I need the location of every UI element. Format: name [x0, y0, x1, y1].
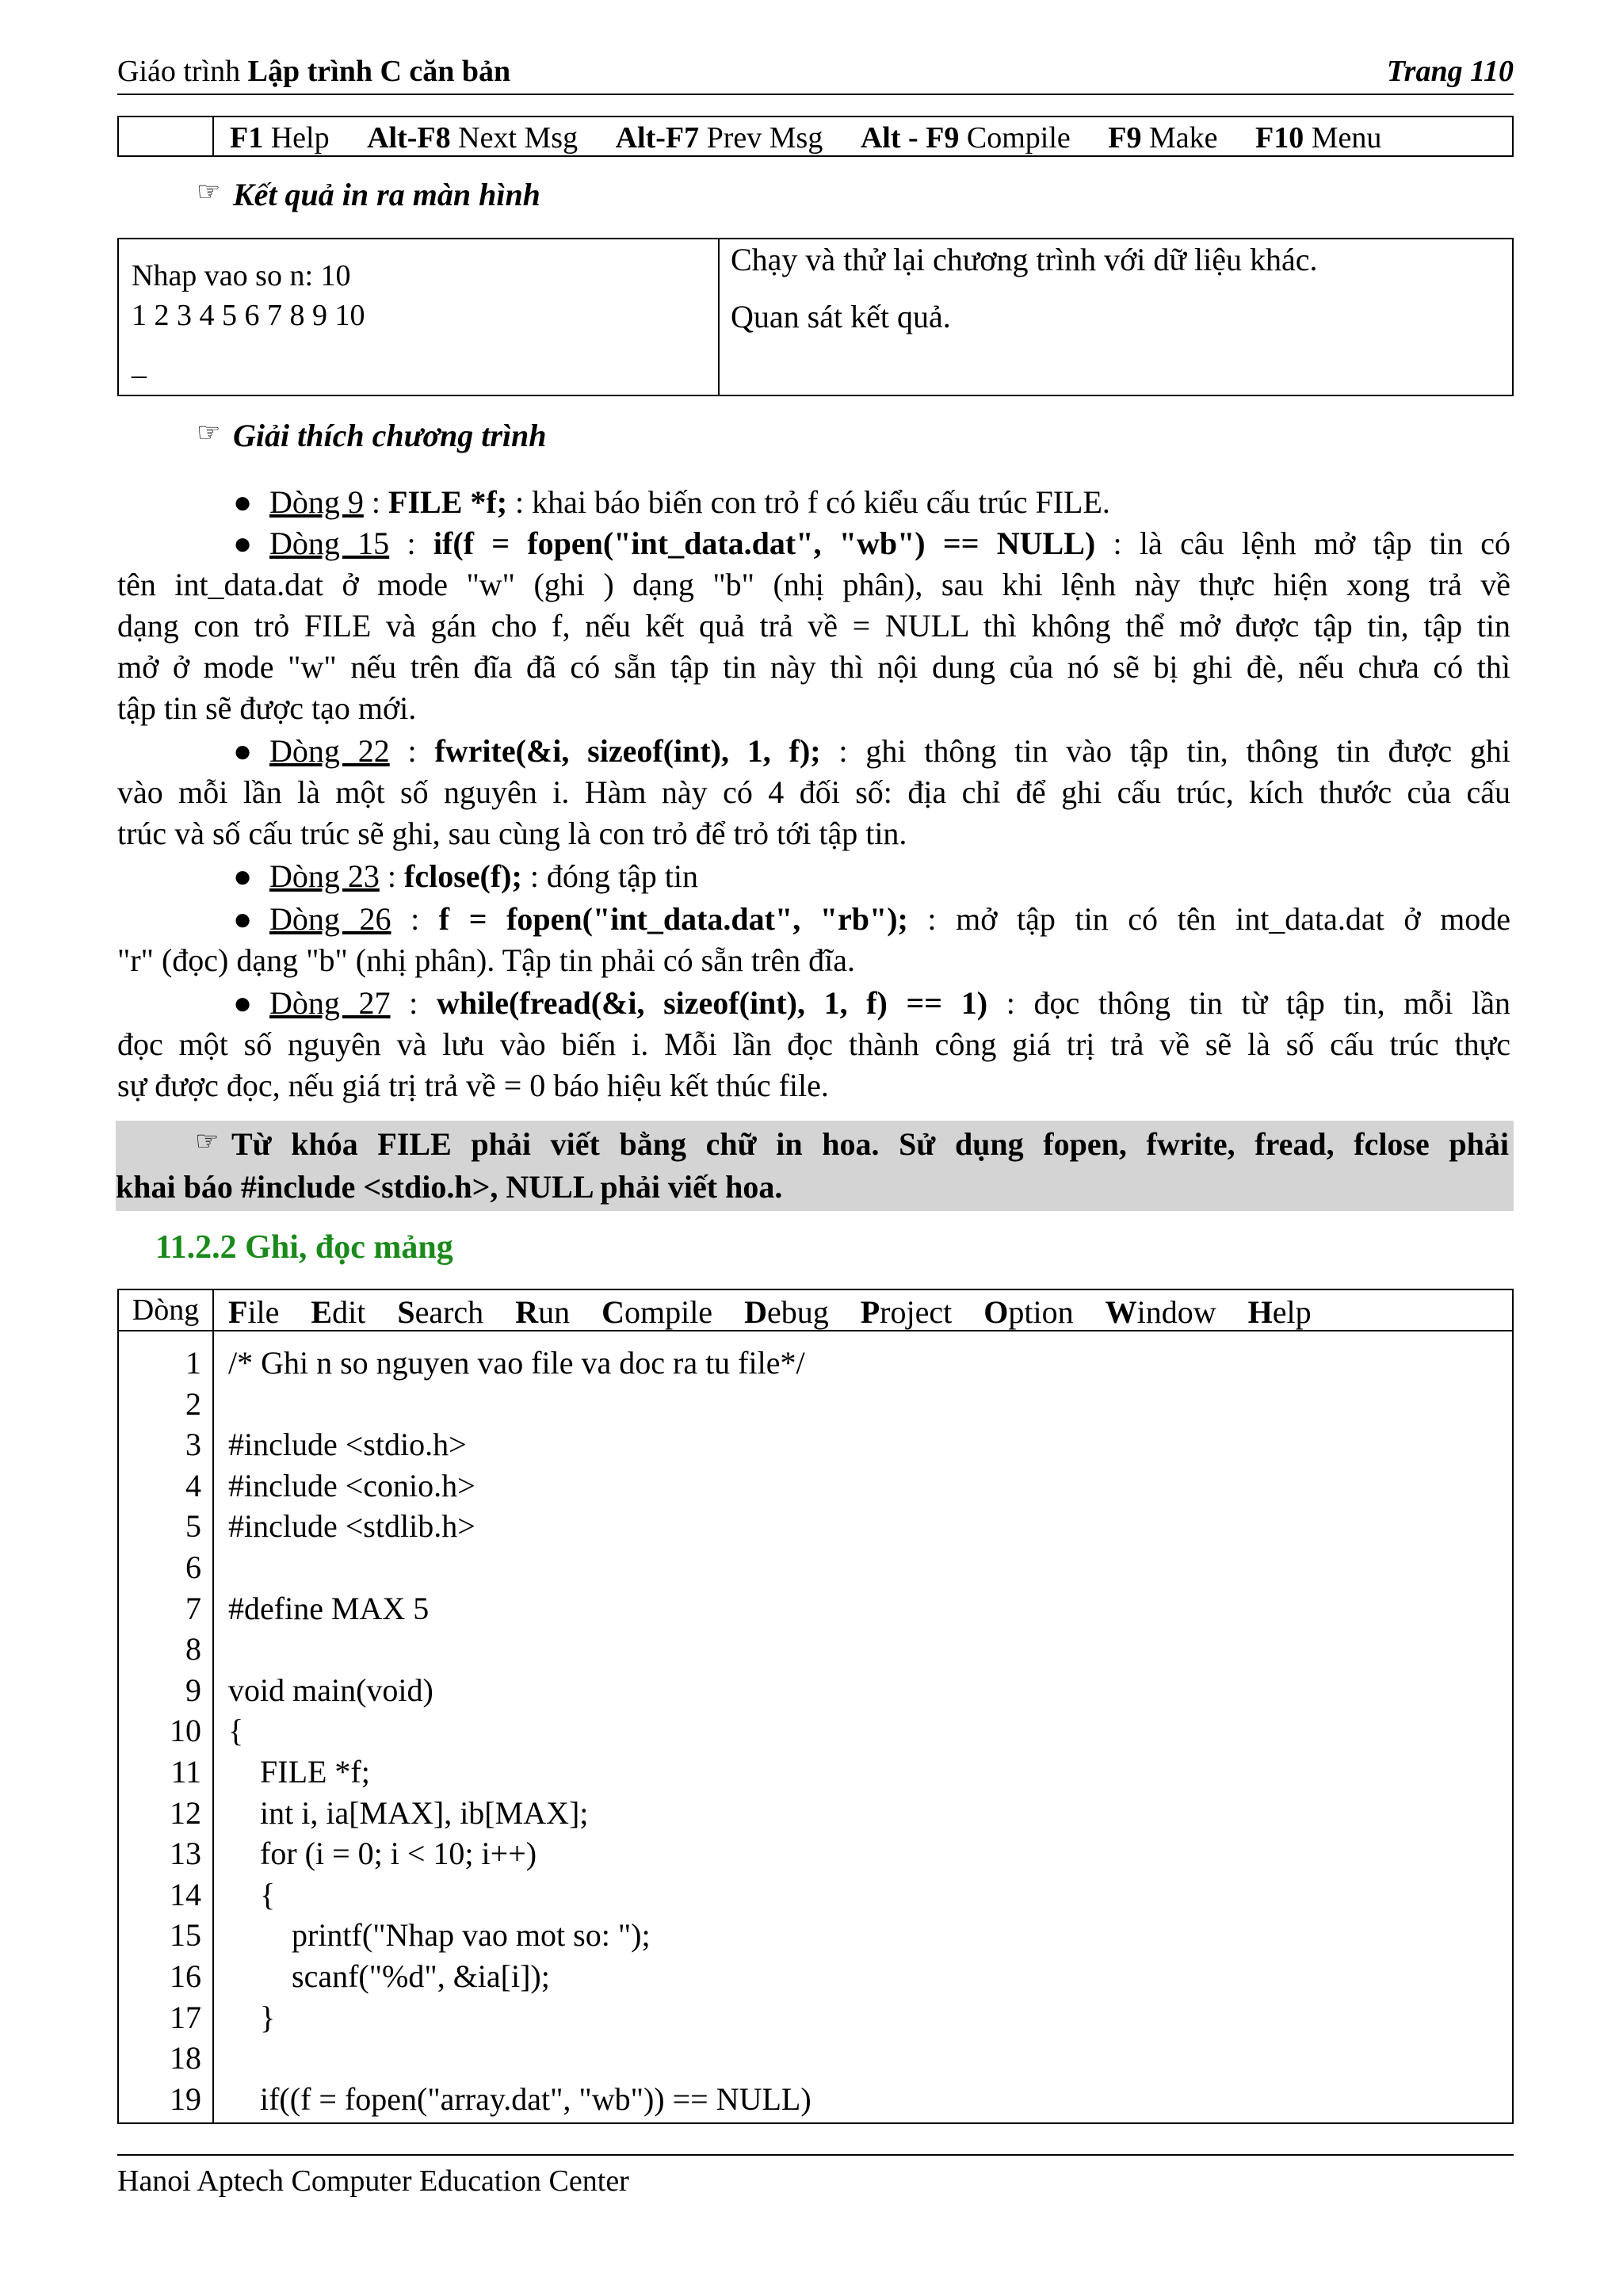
note-box: [116, 1121, 1514, 1211]
code-line: [119, 1876, 1512, 1917]
code-ref: fwrite(&i, sizeof(int), 1, f);: [434, 733, 821, 769]
code-text: if((f = fopen("array.dat", "wb")) == NULL): [228, 2080, 812, 2117]
fkey-bar-gutter: [119, 117, 214, 155]
explain-item-line-15: ● Dòng 15 : if(f = fopen("int_data.dat", "wb") == NULL) : là câu lệnh mở tập tin có tên int_data.dat ở mode "w" (ghi ) dạng "b" (nhị phân), sau khi lệnh này thực hiện xong trả về dạng con trỏ FILE và gán cho f, nếu kết quả trả về = NULL thì không thể mở được tập tin, tập tin mở ở mode "w" nếu trên đĩa đã có sẵn tập tin này thì nội dung của nó sẽ bị ghi đè, nếu chưa có thì tập tin sẽ được tạo mới.: [117, 523, 1510, 729]
line-number: 7: [185, 1590, 201, 1626]
line-number: 6: [185, 1549, 201, 1585]
code-line: [119, 1385, 1512, 1427]
code-line: [119, 1671, 1512, 1713]
line-number: 2: [185, 1385, 201, 1422]
menu-help[interactable]: Help: [1247, 1294, 1312, 1330]
menu-list: [228, 1293, 1335, 1331]
screen-cursor: _: [132, 348, 147, 381]
desc-line: tập tin sẽ được tạo mới.: [117, 690, 417, 726]
explain-item-line-26: ● Dòng 26 : f = fopen("int_data.dat", "rb"); : mở tập tin có tên int_data.dat ở mode "r" (đọc) dạng "b" (nhị phân). Tập tin phải có sẵn trên đĩa.: [117, 899, 1510, 981]
line-ref: Dòng 15: [269, 525, 390, 561]
bullet-icon: ●: [233, 985, 253, 1021]
code-line: [119, 2080, 1512, 2122]
footer-text: Hanoi Aptech Computer Education Center: [117, 2164, 629, 2198]
line-number: 17: [170, 1999, 201, 2035]
code-ref: if(f = fopen("int_data.dat", "wb") == NULL): [433, 525, 1096, 561]
line-ref: Dòng 26: [269, 901, 391, 937]
fkey-make: F9 Make: [1108, 121, 1218, 155]
code-ref: f = fopen("int_data.dat", "rb");: [438, 901, 908, 937]
desc-line: tên int_data.dat ở mode "w" (ghi ) dạng "b" (nhị phân), sau khi lệnh này thực hiện xong trả về: [117, 567, 1510, 602]
code-line: [119, 1630, 1512, 1671]
fkey-next-msg: Alt-F8 Next Msg: [367, 121, 579, 155]
output-note: Quan sát kết quả.: [731, 299, 951, 334]
code-text: int i, ia[MAX], ib[MAX];: [228, 1794, 589, 1831]
line-number: 12: [170, 1794, 201, 1831]
line-ref: Dòng 27: [269, 985, 391, 1021]
gutter-header: Dòng: [119, 1290, 214, 1330]
code-text: printf("Nhap vao mot so: ");: [228, 1917, 651, 1954]
line-number: 9: [185, 1671, 201, 1708]
desc-line: dạng con trỏ FILE và gán cho f, nếu kết quả trả về = NULL thì không thể mở được tập tin, tập tin: [117, 608, 1510, 644]
screen-output-cell: [119, 239, 720, 395]
code-area[interactable]: [119, 1344, 1512, 2121]
code-line: [119, 1426, 1512, 1467]
code-text: scanf("%d", &ia[i]);: [228, 1958, 550, 1994]
fkey-prev-msg: Alt-F7 Prev Msg: [615, 121, 823, 155]
desc-line: đọc một số nguyên và lưu vào biến i. Mỗi lần đọc thành công giá trị trả về sẽ là số cấu trúc thực: [117, 1026, 1510, 1062]
menu-run[interactable]: Run: [515, 1294, 571, 1330]
explain-item-line-9: ● Dòng 9 : FILE *f; : khai báo biến con trỏ f có kiểu cấu trúc FILE.: [117, 482, 1510, 523]
code-text: {: [228, 1876, 276, 1912]
explain-item-line-27: ● Dòng 27 : while(fread(&i, sizeof(int), 1, f) == 1) : đọc thông tin từ tập tin, mỗi lần đọc một số nguyên và lưu vào biến i. Mỗi lần đọc thành công giá trị trả về sẽ là số cấu trúc thực sự được đọc, nếu giá trị trả về = 0 báo hiệu kết thúc file.: [117, 983, 1510, 1106]
code-line: [119, 1753, 1512, 1794]
book-title: Lập trình C căn bản: [247, 55, 511, 88]
pointing-hand-icon: ☞: [197, 417, 221, 449]
fkey-list: [230, 120, 1411, 155]
bullet-icon: ●: [233, 484, 253, 520]
menu-edit[interactable]: Edit: [311, 1294, 366, 1330]
bullet-icon: ●: [233, 901, 253, 937]
line-number: 19: [170, 2080, 201, 2117]
fkey-compile: Alt - F9 Compile: [860, 121, 1071, 155]
page-header: [117, 51, 1514, 95]
line-number: 15: [170, 1917, 201, 1954]
line-number: 3: [185, 1427, 201, 1463]
code-line: [119, 1549, 1512, 1590]
code-line: [119, 1712, 1512, 1753]
explain-item-line-22: ● Dòng 22 : fwrite(&i, sizeof(int), 1, f); : ghi thông tin vào tập tin, thông tin được ghi vào mỗi lần là một số nguyên i. Hàm này có 4 đối số: địa chỉ để ghi cấu trúc, kích thước của cấu trúc và số cấu trúc sẽ ghi, sau cùng là con trỏ để trỏ tới tập tin.: [117, 731, 1510, 854]
code-text: #define MAX 5: [228, 1590, 430, 1626]
line-number: 16: [170, 1958, 201, 1994]
bullet-icon: ●: [233, 733, 253, 769]
pointing-hand-icon: ☞: [197, 176, 221, 208]
code-ref: FILE *f;: [388, 484, 508, 520]
code-line: [119, 1344, 1512, 1385]
line-number: 5: [185, 1508, 201, 1545]
menu-compile[interactable]: Compile: [601, 1294, 713, 1330]
code-line: [119, 1835, 1512, 1876]
screen-line: 1 2 3 4 5 6 7 8 9 10: [132, 299, 365, 332]
line-ref: Dòng 22: [269, 733, 390, 769]
explain-heading-text: Giải thích chương trình: [233, 418, 547, 453]
code-text: }: [228, 1999, 276, 2035]
code-text: #include <stdio.h>: [228, 1427, 467, 1463]
subsection-title: 11.2.2 Ghi, đọc mảng: [155, 1229, 453, 1266]
code-line: [119, 1590, 1512, 1631]
note-line-1: ☞ Từ khóa FILE phải viết bằng chữ in hoa. Sử dụng fopen, fwrite, fread, fclose phải: [195, 1125, 1509, 1162]
code-ref: fclose(f);: [404, 858, 522, 894]
screen-line: Nhap vao so n: 10: [132, 259, 351, 292]
desc-line: vào mỗi lần là một số nguyên i. Hàm này có 4 đối số: địa chỉ để ghi cấu trúc, kích thước của cấu: [117, 774, 1510, 810]
book-prefix: Giáo trình: [117, 55, 248, 88]
note-line-2: khai báo #include <stdio.h>, NULL phải viết hoa.: [116, 1169, 783, 1205]
explain-item-line-23: ● Dòng 23 : fclose(f); : đóng tập tin: [117, 856, 1510, 897]
desc-line: "r" (đọc) dạng "b" (nhị phân). Tập tin phải có sẵn trên đĩa.: [117, 942, 855, 978]
page-footer: [117, 2154, 1514, 2198]
menu-file[interactable]: File: [228, 1294, 280, 1330]
pointing-hand-icon: ☞: [195, 1125, 220, 1157]
page-number: Trang 110: [1386, 55, 1514, 88]
editor-menubar: [119, 1290, 1512, 1331]
code-line: [119, 1916, 1512, 1958]
menu-window[interactable]: Window: [1105, 1294, 1216, 1330]
code-text: FILE *f;: [228, 1753, 370, 1790]
fkey-menu: F10 Menu: [1255, 121, 1382, 155]
line-ref: Dòng 9: [269, 484, 364, 520]
bullet-icon: ●: [233, 525, 253, 561]
code-ref: while(fread(&i, sizeof(int), 1, f) == 1): [436, 985, 988, 1021]
output-note: Chạy và thử lại chương trình với dữ liệu khác.: [731, 242, 1318, 277]
code-text: #include <stdlib.h>: [228, 1508, 475, 1545]
desc-line: mở ở mode "w" nếu trên đĩa đã có sẵn tập tin này thì nội dung của nó sẽ bị ghi đè, nếu chưa có thì: [117, 649, 1510, 685]
bullet-icon: ●: [233, 858, 253, 894]
line-number: 4: [185, 1467, 201, 1503]
fkey-bar: [117, 116, 1514, 157]
line-number: 14: [170, 1876, 201, 1912]
code-text: /* Ghi n so nguyen vao file va doc ra tu file*/: [228, 1345, 805, 1381]
menu-debug[interactable]: Debug: [744, 1294, 829, 1330]
line-ref: Dòng 23: [269, 858, 380, 894]
code-text: for (i = 0; i < 10; i++): [228, 1836, 537, 1872]
code-line: [119, 1467, 1512, 1508]
explain-heading: [197, 417, 547, 454]
output-heading: [197, 176, 540, 213]
code-line: [119, 1958, 1512, 1999]
code-line: [119, 2039, 1512, 2080]
line-number: 13: [170, 1836, 201, 1872]
code-line: [119, 1999, 1512, 2040]
code-text: {: [228, 1713, 244, 1749]
menu-search[interactable]: Search: [397, 1294, 484, 1330]
desc-line: sự được đọc, nếu giá trị trả về = 0 báo hiệu kết thúc file.: [117, 1068, 829, 1103]
output-heading-text: Kết quả in ra màn hình: [233, 177, 540, 212]
output-table: [117, 238, 1514, 396]
code-line: [119, 1507, 1512, 1549]
line-number: 10: [170, 1713, 201, 1749]
code-text: #include <conio.h>: [228, 1467, 475, 1503]
line-number: 8: [185, 1631, 201, 1668]
line-number: 1: [185, 1345, 201, 1381]
book-title-line: [117, 54, 510, 89]
menu-option[interactable]: Option: [983, 1294, 1074, 1330]
line-number: 18: [170, 2040, 201, 2076]
desc-line: trúc và số cấu trúc sẽ ghi, sau cùng là con trỏ để trỏ tới tập tin.: [117, 816, 907, 851]
code-line: [119, 1794, 1512, 1836]
code-editor: [117, 1289, 1514, 2124]
code-text: void main(void): [228, 1671, 433, 1708]
line-number: 11: [170, 1753, 201, 1790]
fkey-help: F1 Help: [230, 121, 330, 155]
menu-project[interactable]: Project: [860, 1294, 953, 1330]
